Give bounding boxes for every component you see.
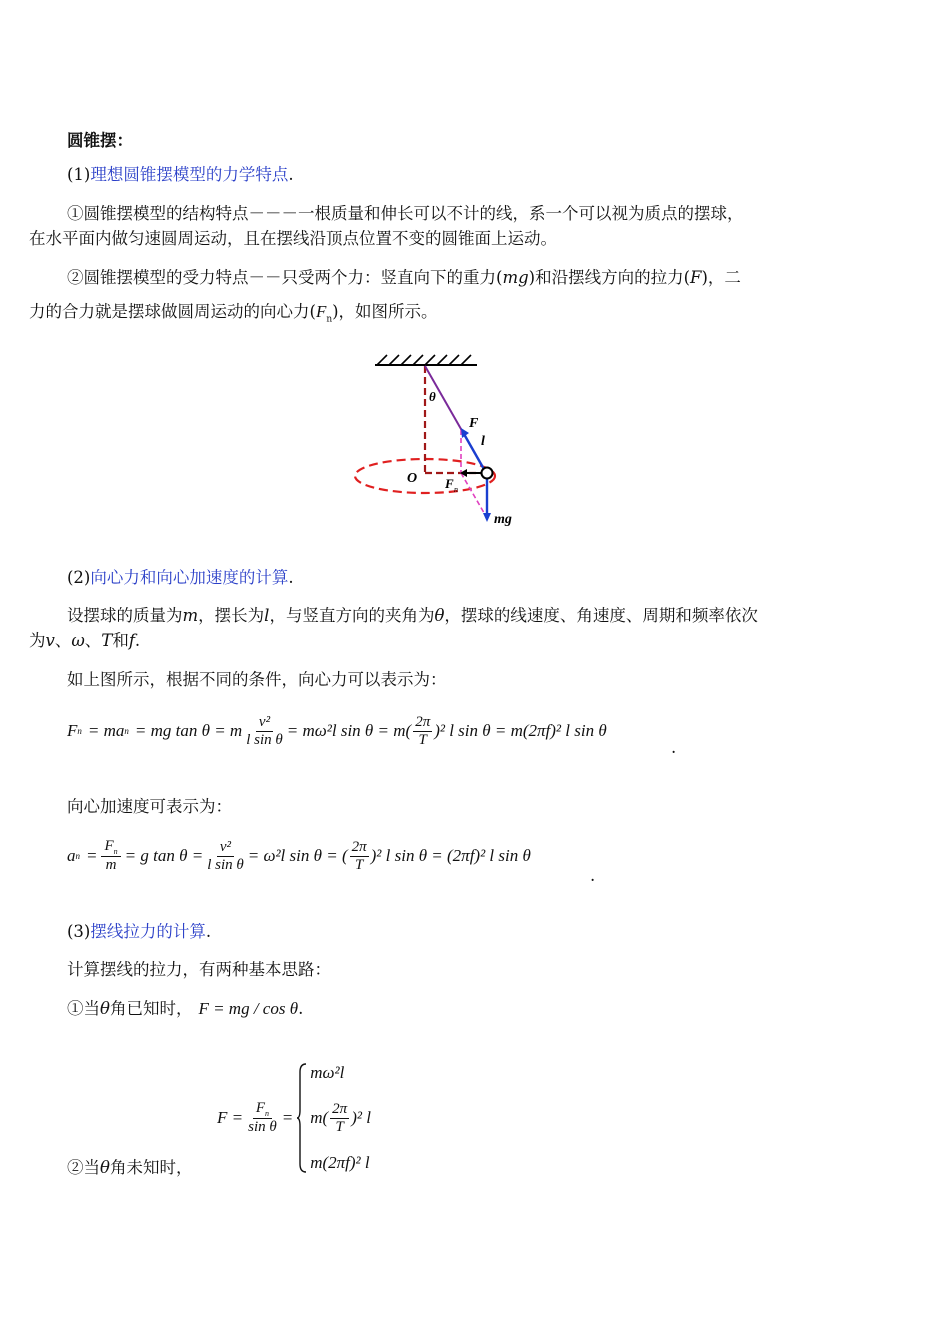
eq2-omega: = ω²l sin θ = ( xyxy=(247,846,348,865)
eq2-a: a xyxy=(67,846,76,865)
eq3-numsub: n xyxy=(265,1109,269,1118)
eq1-omega: = mω²l sin θ = m( xyxy=(286,721,412,740)
subsection-3-title xyxy=(67,921,211,943)
eq1-F: F xyxy=(67,721,78,740)
var-text-a: 设摆球的质量为 xyxy=(67,606,183,625)
var-and: 和 xyxy=(112,631,129,650)
case2-theta: θ xyxy=(100,1158,110,1177)
eq2-fraction-F-m xyxy=(101,838,120,874)
section-heading: 圆锥摆： xyxy=(67,131,133,150)
Fn-label: F xyxy=(445,476,454,491)
eq2-den-v2: l sin θ xyxy=(207,856,244,873)
eq1-a-sub: n xyxy=(124,726,129,736)
centripetal-acceleration-equation xyxy=(67,830,531,882)
centripetal-force-intro: 如上图所示，根据不同的条件，向心力可以表示为： xyxy=(67,670,447,689)
eq3-num xyxy=(253,1100,272,1119)
O-label: O xyxy=(407,471,418,486)
eq2-num2: 2π xyxy=(351,838,367,855)
force-text-e: )，如图所示。 xyxy=(332,302,438,321)
mg-symbol: mg xyxy=(502,268,529,287)
eq3-F: F = xyxy=(217,1108,244,1127)
F-label: F xyxy=(469,416,479,431)
centripetal-force-equation xyxy=(67,706,607,756)
eq1-dot: . xyxy=(671,738,677,757)
subsection-3-text: 摆线拉力的计算 xyxy=(90,922,206,941)
tension-intro: 计算摆线的拉力，有两种基本思路： xyxy=(67,960,331,979)
eq1-den2: T xyxy=(418,731,427,748)
eq2-fraction-2pi xyxy=(350,839,369,874)
eq2-eq: = xyxy=(86,846,98,865)
subsection-1-text: 理想圆锥摆模型的力学特点 xyxy=(90,165,289,184)
gravity-arrowhead xyxy=(483,513,491,522)
var-text-d: ，摆球的线速度、角速度、周期和频率依次 xyxy=(444,606,758,625)
case1-theta: θ xyxy=(100,999,110,1018)
ceiling-hatch xyxy=(377,355,471,365)
subsection-1-number: (1) xyxy=(67,165,91,184)
eq1-F-sub: n xyxy=(77,726,82,736)
eq1-mg-tan: = mg tan θ = m xyxy=(134,721,243,740)
eq2-dot: . xyxy=(590,866,596,885)
eq3-case2-b: )² l xyxy=(351,1108,371,1127)
var-text-c: ，与竖直方向的夹角为 xyxy=(269,606,435,625)
parallelogram-diagonal xyxy=(461,473,487,518)
eq3-case2-num: 2π xyxy=(332,1100,348,1117)
subsection-1-dot: . xyxy=(288,165,294,184)
variables-paragraph-line-2 xyxy=(29,630,140,652)
eq1-num2: 2π xyxy=(415,713,431,730)
centripetal-acceleration-intro: 向心加速度可表示为： xyxy=(67,797,232,816)
omega-symbol: ω xyxy=(71,631,85,650)
subsection-2-dot: . xyxy=(288,568,294,587)
structure-paragraph-line-2: 在水平面内做匀速圆周运动，且在摆线沿顶点位置不变的圆锥面上运动。 xyxy=(29,229,557,248)
variables-paragraph-line-1 xyxy=(67,605,758,627)
subsection-2-title xyxy=(67,567,294,589)
force-text-d: 力的合力就是摆球做圆周运动的向心力( xyxy=(29,302,316,321)
structure-paragraph-line-1: ①圆锥摆模型的结构特点－－－一根质量和伸长可以不计的线，系一个可以视为质点的摆球， xyxy=(67,204,744,223)
conical-pendulum-figure xyxy=(345,345,545,530)
eq1-fraction-2pi xyxy=(413,714,432,749)
eq1-fraction-v2 xyxy=(246,714,283,749)
subsection-3-dot: . xyxy=(205,922,212,941)
eq1-tail: )² l sin θ = m(2πf)² l sin θ xyxy=(434,721,607,740)
case-theta-unknown xyxy=(67,1157,192,1179)
eq2-den: m xyxy=(105,857,117,873)
l-label: l xyxy=(481,434,485,449)
force-paragraph-line-2 xyxy=(29,301,438,330)
F-symbol: F xyxy=(690,268,702,287)
eq2-g-tan: = g tan θ = xyxy=(124,846,204,865)
eq3-case2-fraction xyxy=(330,1101,349,1136)
eq2-num xyxy=(101,838,120,857)
subsection-2-text: 向心力和向心加速度的计算 xyxy=(90,568,289,587)
theta-label: θ xyxy=(429,389,436,404)
force-text-c: )，二 xyxy=(701,268,741,287)
tension-equation-theta-unknown xyxy=(217,1058,371,1178)
eq3-eq: = xyxy=(281,1108,294,1127)
eq3-case1: mω²l xyxy=(310,1063,345,1082)
eq1-ma: = ma xyxy=(87,721,125,740)
eq2-numsub: n xyxy=(113,847,118,856)
Fn-subscript: n xyxy=(326,314,333,325)
eq3-case2-den: T xyxy=(335,1118,344,1135)
var-sep-2: 、 xyxy=(84,631,102,650)
force-text-b: )和沿摆线方向的拉力( xyxy=(528,268,691,287)
circular-path xyxy=(355,459,495,493)
eq2-tail: )² l sin θ = (2πf)² l sin θ xyxy=(370,846,531,865)
eq3-cases xyxy=(310,1063,371,1173)
eq2-a-sub: n xyxy=(75,851,80,861)
v-symbol: v xyxy=(45,631,55,650)
pendulum-bob xyxy=(482,468,493,479)
case1-text-a: ①当 xyxy=(67,999,100,1018)
mg-label: mg xyxy=(494,512,512,527)
eq3-fraction xyxy=(248,1100,277,1136)
m-symbol: m xyxy=(182,606,199,625)
var-sep-1: 、 xyxy=(54,631,72,650)
case1-equation: F = mg / cos θ xyxy=(198,999,299,1018)
eq2-fraction-v2 xyxy=(207,839,244,874)
eq2-num-v2: v² xyxy=(217,839,234,857)
eq3-case3: m(2πf)² l xyxy=(310,1153,370,1172)
var-end: . xyxy=(134,631,141,650)
subsection-1-title xyxy=(67,164,294,186)
force-paragraph-line-1 xyxy=(67,267,741,289)
subsection-2-number: (2) xyxy=(67,568,91,587)
eq3-numF: F xyxy=(255,1100,265,1116)
eq2-numF: F xyxy=(104,838,114,854)
var-text-b: ，摆长为 xyxy=(198,606,265,625)
case-theta-known xyxy=(67,998,303,1020)
l-symbol: l xyxy=(264,606,270,625)
case2-text-a: ②当 xyxy=(67,1158,100,1177)
case1-dot: . xyxy=(298,999,304,1018)
eq3-case2 xyxy=(310,1101,371,1136)
case1-text-b: 角已知时， xyxy=(109,999,193,1018)
case2-text-b: 角未知时， xyxy=(109,1158,193,1177)
T-symbol: T xyxy=(101,631,113,650)
Fn-label-subscript: n xyxy=(454,485,458,494)
eq1-num: v² xyxy=(256,714,273,732)
Fn-symbol: F xyxy=(315,302,327,321)
f-symbol: f xyxy=(128,631,135,650)
eq2-den2: T xyxy=(354,856,364,873)
eq3-case2-a: m( xyxy=(310,1108,329,1127)
eq3-den: sin θ xyxy=(248,1119,277,1135)
var-text-e: 为 xyxy=(29,631,46,650)
force-text-a: ②圆锥摆模型的受力特点－－只受两个力：竖直向下的重力( xyxy=(67,268,503,287)
eq3-brace xyxy=(296,1062,308,1174)
theta-symbol: θ xyxy=(434,606,445,625)
eq1-den: l sin θ xyxy=(246,731,283,748)
subsection-3-number: (3) xyxy=(67,922,91,941)
